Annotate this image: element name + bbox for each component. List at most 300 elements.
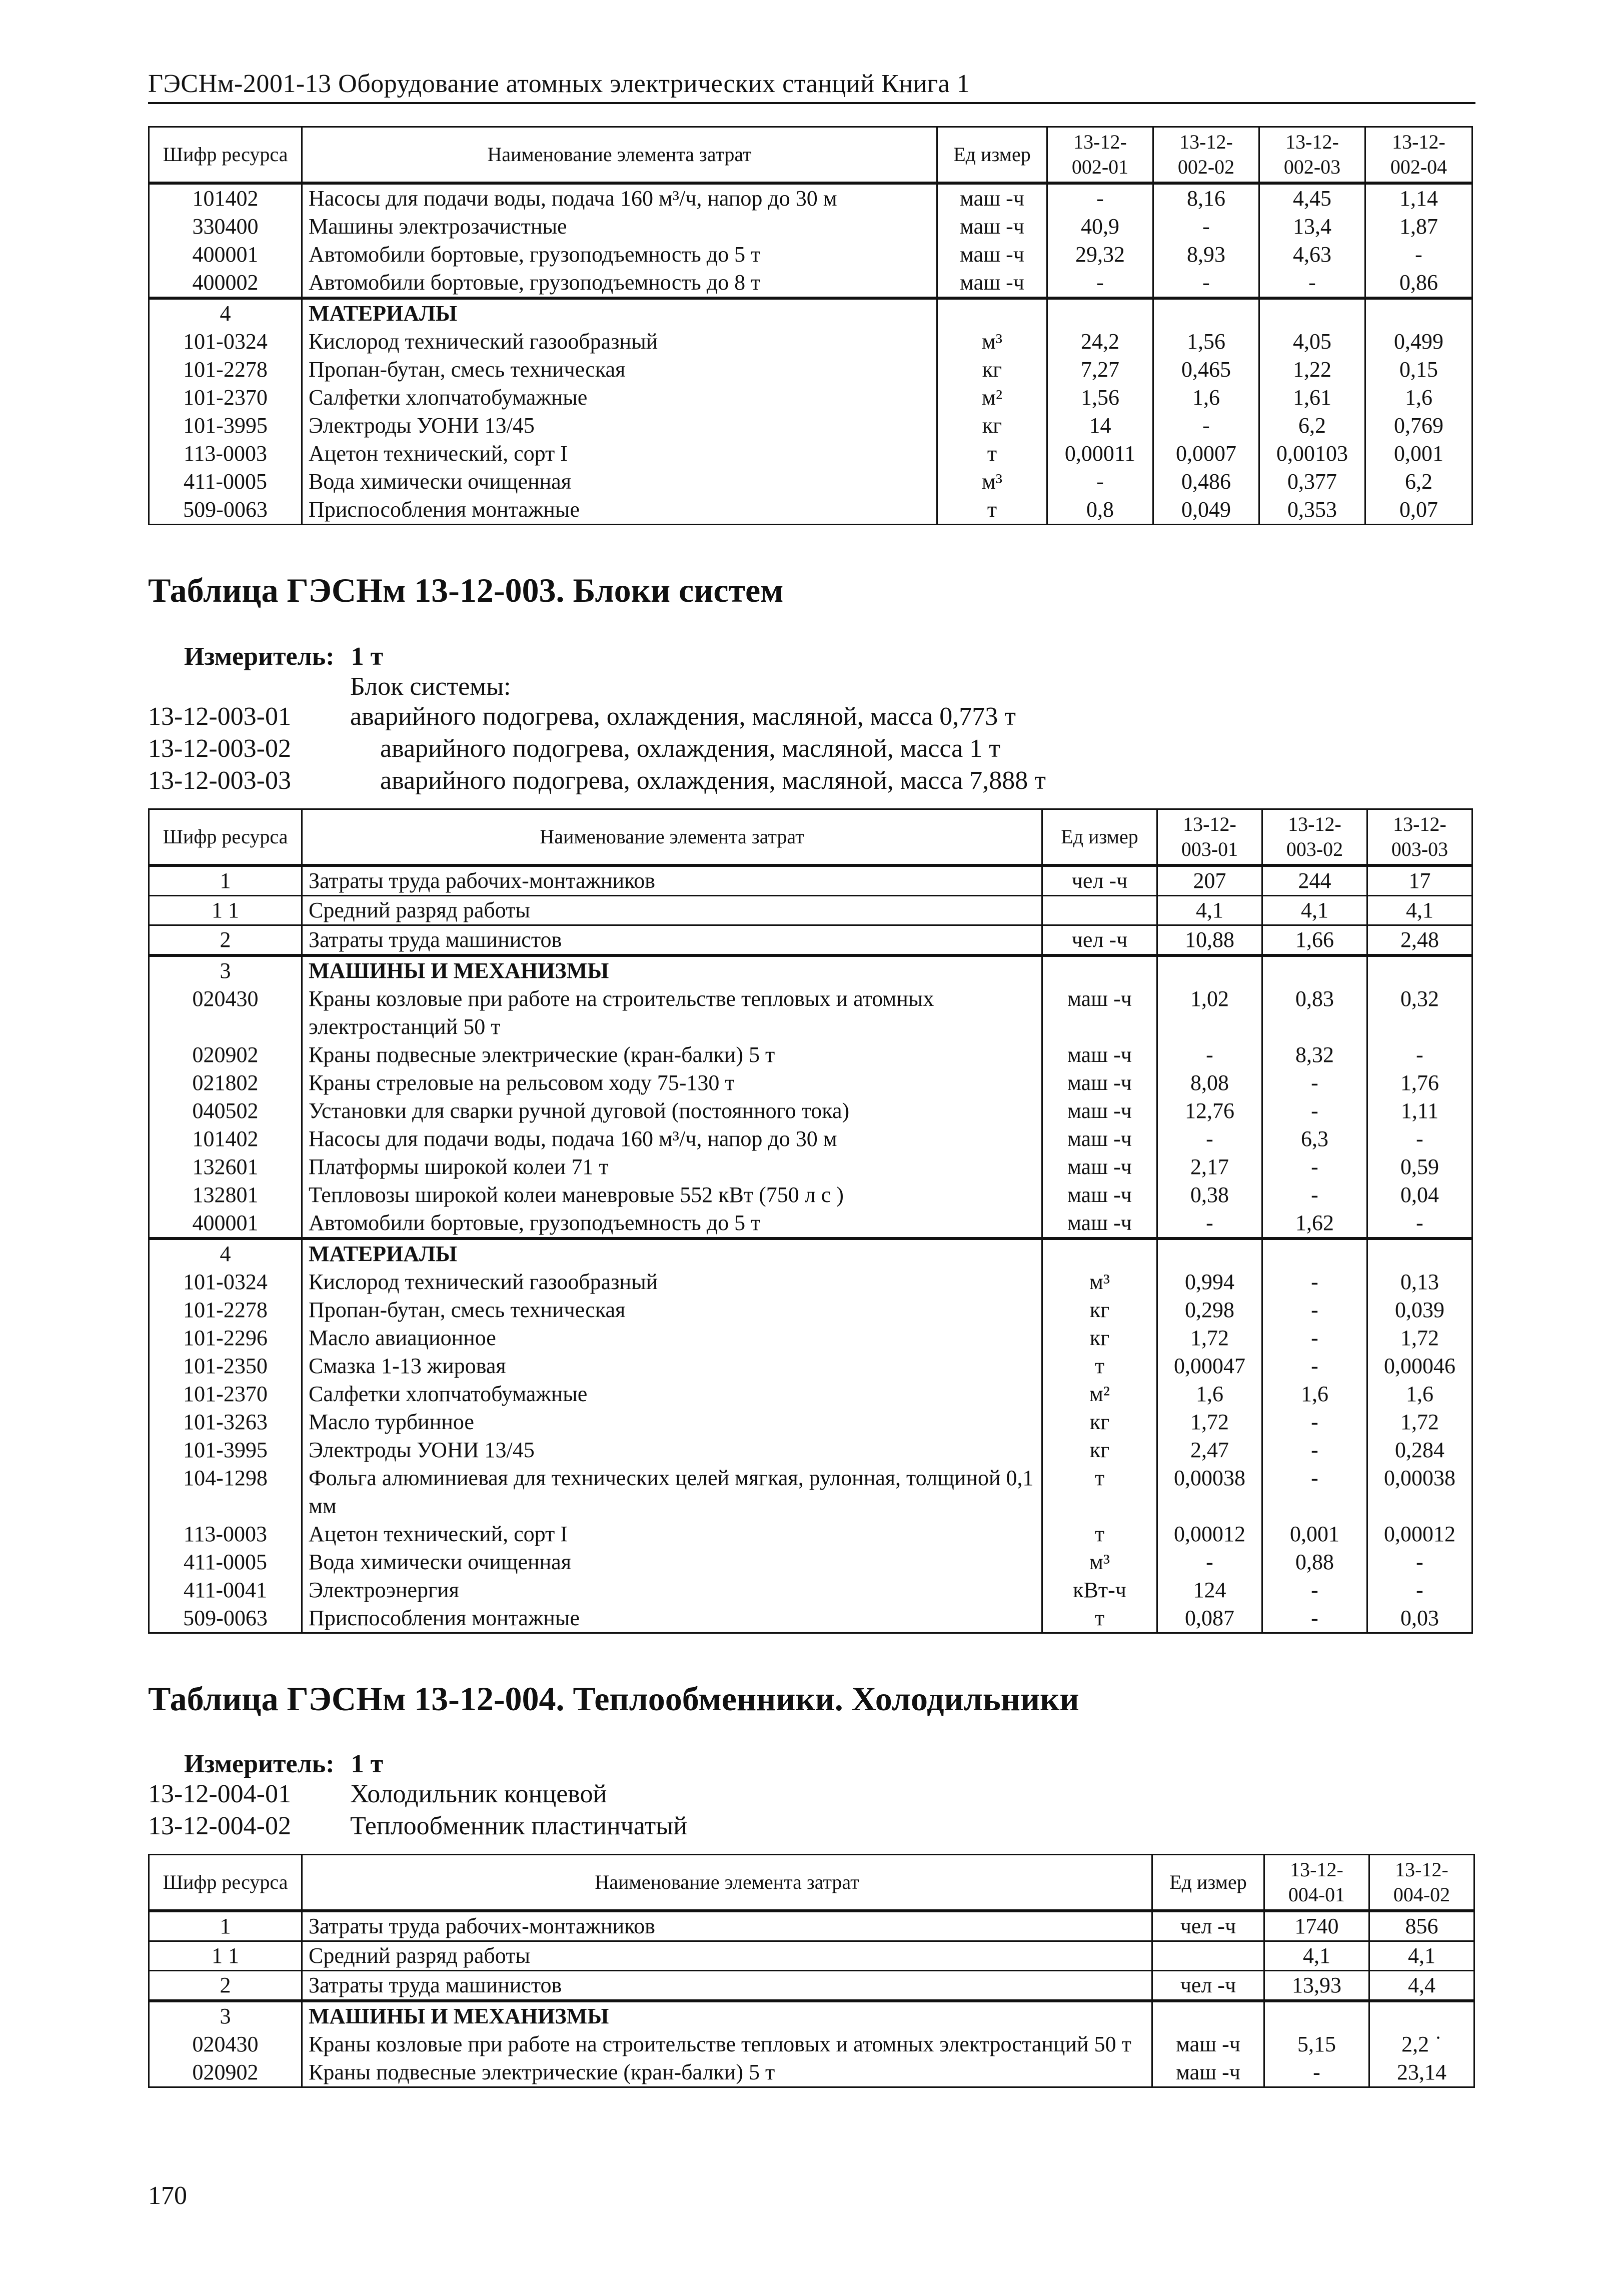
- norm-value: 0,00012: [1157, 1520, 1262, 1548]
- col-header-name: Наименование элемента затрат: [302, 809, 1042, 865]
- resource-code: 020902: [149, 1041, 302, 1069]
- norm-value: 17: [1367, 865, 1472, 896]
- norm-value: 0,049: [1153, 496, 1259, 525]
- table-row: [149, 356, 1472, 384]
- norm-value: 0,00038: [1367, 1464, 1472, 1520]
- norm-value: 0,00047: [1157, 1352, 1262, 1380]
- meter-label: Измеритель:: [184, 642, 335, 671]
- norm-value: 1,56: [1153, 328, 1259, 356]
- resource-name: Краны стреловые на рельсовом ходу 75-130 т: [302, 1069, 1042, 1097]
- unit: [937, 298, 1047, 328]
- config-desc: аварийного подогрева, охлаждения, масляной, масса 1 т: [380, 734, 1000, 763]
- norm-value: 4,4: [1369, 1970, 1474, 2001]
- norm-value: 6,2: [1259, 412, 1365, 440]
- table-row: [149, 1209, 1472, 1239]
- resource-code: 101-2278: [149, 1296, 302, 1324]
- norm-value: 0,13: [1367, 1268, 1472, 1296]
- group-label: Блок системы:: [350, 672, 511, 701]
- col-header-unit: Ед измер: [937, 127, 1047, 183]
- norm-value: 0,994: [1157, 1268, 1262, 1296]
- table-title-13-12-003: Таблица ГЭСНм 13-12-003. Блоки систем: [148, 571, 784, 609]
- norm-value: [1262, 1239, 1367, 1268]
- unit: т: [937, 440, 1047, 468]
- norm-value: -: [1157, 1125, 1262, 1153]
- norm-value: 0,04: [1367, 1181, 1472, 1209]
- unit: м³: [1042, 1548, 1157, 1576]
- norm-value: 12,76: [1157, 1097, 1262, 1125]
- table-row: [149, 1352, 1472, 1380]
- norm-value: 0,88: [1262, 1548, 1367, 1576]
- norm-value: -: [1157, 1548, 1262, 1576]
- page-header: ГЭСНм-2001-13 Оборудование атомных электрических станций Книга 1: [148, 70, 970, 98]
- norm-value: 1,61: [1259, 384, 1365, 412]
- norm-value: -: [1262, 1464, 1367, 1520]
- resource-code: 101402: [149, 1125, 302, 1153]
- meter-value: 1 т: [351, 642, 384, 671]
- norm-value: 0,001: [1365, 440, 1472, 468]
- resource-code: 4: [149, 298, 302, 328]
- table-row: [149, 183, 1472, 213]
- norm-value: -: [1367, 1548, 1472, 1576]
- norm-value: [1157, 955, 1262, 985]
- config-row: [148, 1779, 607, 1810]
- resource-code: 101-3995: [149, 1436, 302, 1464]
- resource-code: 509-0063: [149, 496, 302, 525]
- norm-value: 0,377: [1259, 468, 1365, 496]
- unit: т: [1042, 1604, 1157, 1633]
- norm-value: -: [1262, 1268, 1367, 1296]
- resource-code: 101-2278: [149, 356, 302, 384]
- norm-value: 0,039: [1367, 1296, 1472, 1324]
- norm-value: 1,6: [1153, 384, 1259, 412]
- col-header-value: 13-12- 002-02: [1153, 127, 1259, 183]
- resource-name: Краны подвесные электрические (кран-балки) 5 т: [302, 2058, 1152, 2087]
- unit: маш -ч: [1042, 1097, 1157, 1125]
- norm-value: -: [1047, 269, 1153, 298]
- unit: м³: [937, 328, 1047, 356]
- norm-value: 1,56: [1047, 384, 1153, 412]
- norm-value: 1,22: [1259, 356, 1365, 384]
- norm-value: 1,6: [1262, 1380, 1367, 1408]
- table-row: [149, 1239, 1472, 1268]
- section-heading: МАТЕРИАЛЫ: [302, 1239, 1042, 1268]
- norm-value: 6,2: [1365, 468, 1472, 496]
- norm-value: 0,465: [1153, 356, 1259, 384]
- resource-name: Пропан-бутан, смесь техническая: [302, 356, 937, 384]
- resource-code: 3: [149, 2001, 302, 2030]
- resource-code: 411-0041: [149, 1576, 302, 1604]
- table-row: [149, 1911, 1474, 1941]
- table-row: [149, 985, 1472, 1041]
- resource-name: Насосы для подачи воды, подача 160 м³/ч, напор до 30 м: [302, 1125, 1042, 1153]
- table-row: [149, 1464, 1472, 1520]
- norm-value: 0,83: [1262, 985, 1367, 1041]
- resource-name: Автомобили бортовые, грузоподъемность до 8 т: [302, 269, 937, 298]
- resource-code: 101-2350: [149, 1352, 302, 1380]
- page-number: 170: [148, 2181, 187, 2210]
- norm-value: 0,07: [1365, 496, 1472, 525]
- resource-code: 400001: [149, 241, 302, 269]
- resource-code: 132801: [149, 1181, 302, 1209]
- unit: маш -ч: [1152, 2030, 1264, 2058]
- unit: кг: [1042, 1296, 1157, 1324]
- meter-value: 1 т: [351, 1750, 384, 1778]
- norm-value: [1157, 1239, 1262, 1268]
- unit: маш -ч: [937, 183, 1047, 213]
- resource-name: Кислород технический газообразный: [302, 328, 937, 356]
- resource-code: 101-2296: [149, 1324, 302, 1352]
- table-row: [149, 269, 1472, 298]
- resource-name: Затраты труда рабочих-монтажников: [302, 1911, 1152, 1941]
- unit: чел -ч: [1042, 925, 1157, 955]
- resource-table-13-12-002: [148, 126, 1473, 525]
- norm-value: -: [1262, 1324, 1367, 1352]
- table-row: [149, 1941, 1474, 1970]
- unit: т: [1042, 1352, 1157, 1380]
- resource-code: 101-0324: [149, 1268, 302, 1296]
- norm-value: -: [1262, 1069, 1367, 1097]
- resource-code: 101-3263: [149, 1408, 302, 1436]
- resource-name: Автомобили бортовые, грузоподъемность до 5 т: [302, 1209, 1042, 1239]
- norm-value: -: [1262, 1153, 1367, 1181]
- table-row: [149, 1408, 1472, 1436]
- norm-value: 0,769: [1365, 412, 1472, 440]
- col-header-value: 13-12- 003-01: [1157, 809, 1262, 865]
- table-row: [149, 1548, 1472, 1576]
- norm-value: -: [1047, 468, 1153, 496]
- norm-value: 1,72: [1367, 1324, 1472, 1352]
- resource-name: Краны козловые при работе на строительстве тепловых и атомных электростанций 50 т: [302, 2030, 1152, 2058]
- norm-value: 23,14: [1369, 2058, 1474, 2087]
- config-row: [148, 1811, 687, 1842]
- resource-name: Вода химически очищенная: [302, 468, 937, 496]
- unit: маш -ч: [1152, 2058, 1264, 2087]
- norm-value: 0,001: [1262, 1520, 1367, 1548]
- resource-table-13-12-003: [148, 808, 1473, 1634]
- resource-code: 2: [149, 1970, 302, 2001]
- table-row: [149, 1097, 1472, 1125]
- table-row: [149, 1380, 1472, 1408]
- norm-value: 0,298: [1157, 1296, 1262, 1324]
- norm-value: 0,353: [1259, 496, 1365, 525]
- resource-name: Фольга алюминиевая для технических целей мягкая, рулонная, толщиной 0,1 мм: [302, 1464, 1042, 1520]
- table-row: [149, 1153, 1472, 1181]
- norm-value: 1,62: [1262, 1209, 1367, 1239]
- norm-value: 1740: [1264, 1911, 1369, 1941]
- unit: м²: [1042, 1380, 1157, 1408]
- norm-value: 4,1: [1262, 895, 1367, 925]
- norm-value: 4,1: [1369, 1941, 1474, 1970]
- norm-value: 4,1: [1264, 1941, 1369, 1970]
- unit: кг: [1042, 1408, 1157, 1436]
- resource-name: Приспособления монтажные: [302, 496, 937, 525]
- norm-value: -: [1367, 1125, 1472, 1153]
- norm-value: 0,486: [1153, 468, 1259, 496]
- norm-value: 1,66: [1262, 925, 1367, 955]
- resource-code: 411-0005: [149, 1548, 302, 1576]
- unit: маш -ч: [1042, 1181, 1157, 1209]
- norm-value: -: [1157, 1041, 1262, 1069]
- norm-value: 0,32: [1367, 985, 1472, 1041]
- norm-value: -: [1262, 1181, 1367, 1209]
- unit: кВт-ч: [1042, 1576, 1157, 1604]
- table-row: [149, 1268, 1472, 1296]
- norm-value: 1,6: [1365, 384, 1472, 412]
- norm-value: -: [1367, 1576, 1472, 1604]
- table-row: [149, 1296, 1472, 1324]
- norm-value: -: [1259, 269, 1365, 298]
- table-row: [149, 1324, 1472, 1352]
- section-heading: МАТЕРИАЛЫ: [302, 298, 937, 328]
- section-heading: МАШИНЫ И МЕХАНИЗМЫ: [302, 2001, 1152, 2030]
- col-header-value: 13-12- 003-02: [1262, 809, 1367, 865]
- config-code: 13-12-004-02: [148, 1812, 291, 1840]
- unit: т: [1042, 1520, 1157, 1548]
- resource-name: Краны подвесные электрические (кран-балки) 5 т: [302, 1041, 1042, 1069]
- norm-value: 1,72: [1157, 1324, 1262, 1352]
- unit: маш -ч: [1042, 1209, 1157, 1239]
- unit: т: [1042, 1464, 1157, 1520]
- norm-value: -: [1047, 183, 1153, 213]
- unit: маш -ч: [1042, 1069, 1157, 1097]
- unit: чел -ч: [1152, 1970, 1264, 2001]
- norm-value: 856: [1369, 1911, 1474, 1941]
- config-code: 13-12-003-01: [148, 702, 291, 731]
- resource-code: 411-0005: [149, 468, 302, 496]
- resource-code: 020430: [149, 985, 302, 1041]
- norm-value: 0,8: [1047, 496, 1153, 525]
- unit: маш -ч: [937, 213, 1047, 241]
- table-row: [149, 298, 1472, 328]
- unit: [1042, 955, 1157, 985]
- norm-value: 124: [1157, 1576, 1262, 1604]
- unit: [1042, 895, 1157, 925]
- resource-name: Электроды УОНИ 13/45: [302, 412, 937, 440]
- norm-value: 14: [1047, 412, 1153, 440]
- resource-name: Автомобили бортовые, грузоподъемность до 5 т: [302, 241, 937, 269]
- table-row: [149, 328, 1472, 356]
- meter-13-12-004: [184, 1749, 383, 1780]
- resource-code: 113-0003: [149, 440, 302, 468]
- norm-value: 2,48: [1367, 925, 1472, 955]
- norm-value: -: [1365, 241, 1472, 269]
- unit: кг: [937, 356, 1047, 384]
- col-header-code: Шифр ресурса: [149, 809, 302, 865]
- config-desc: Холодильник концевой: [350, 1780, 607, 1808]
- norm-value: 0,284: [1367, 1436, 1472, 1464]
- resource-code: 101-0324: [149, 328, 302, 356]
- norm-value: 1,6: [1367, 1380, 1472, 1408]
- norm-value: 0,15: [1365, 356, 1472, 384]
- norm-value: 10,88: [1157, 925, 1262, 955]
- col-header-unit: Ед измер: [1042, 809, 1157, 865]
- resource-name: Машины электрозачистные: [302, 213, 937, 241]
- norm-value: 4,1: [1157, 895, 1262, 925]
- norm-value: -: [1262, 1408, 1367, 1436]
- config-code: 13-12-003-03: [148, 766, 291, 795]
- norm-value: 207: [1157, 865, 1262, 896]
- norm-value: [1262, 955, 1367, 985]
- resource-name: Кислород технический газообразный: [302, 1268, 1042, 1296]
- norm-value: 8,32: [1262, 1041, 1367, 1069]
- resource-code: 1 1: [149, 1941, 302, 1970]
- table-row: [149, 2058, 1474, 2087]
- norm-value: -: [1367, 1209, 1472, 1239]
- norm-value: 4,05: [1259, 328, 1365, 356]
- config-row: [148, 701, 1016, 732]
- col-header-unit: Ед измер: [1152, 1855, 1264, 1911]
- table-row: [149, 1125, 1472, 1153]
- norm-value: -: [1262, 1576, 1367, 1604]
- resource-code: 020902: [149, 2058, 302, 2087]
- unit: маш -ч: [937, 241, 1047, 269]
- resource-code: 400001: [149, 1209, 302, 1239]
- meter-13-12-003: [184, 641, 383, 672]
- unit: маш -ч: [937, 269, 1047, 298]
- norm-value: 2,47: [1157, 1436, 1262, 1464]
- table-row: [149, 955, 1472, 985]
- norm-value: -: [1264, 2058, 1369, 2087]
- section-heading: МАШИНЫ И МЕХАНИЗМЫ: [302, 955, 1042, 985]
- norm-value: 13,93: [1264, 1970, 1369, 2001]
- table-row: [149, 1970, 1474, 2001]
- table-row: [149, 2001, 1474, 2030]
- table-row: [149, 1520, 1472, 1548]
- resource-code: 101402: [149, 183, 302, 213]
- config-row: [148, 765, 1046, 796]
- unit: маш -ч: [1042, 1125, 1157, 1153]
- col-header-code: Шифр ресурса: [149, 127, 302, 183]
- resource-name: Салфетки хлопчатобумажные: [302, 384, 937, 412]
- norm-value: 4,45: [1259, 183, 1365, 213]
- col-header-value: 13-12- 002-04: [1365, 127, 1472, 183]
- norm-value: -: [1153, 213, 1259, 241]
- resource-code: 104-1298: [149, 1464, 302, 1520]
- norm-value: 0,00103: [1259, 440, 1365, 468]
- resource-name: Средний разряд работы: [302, 1941, 1152, 1970]
- resource-code: 2: [149, 925, 302, 955]
- unit: кг: [937, 412, 1047, 440]
- meter-label: Измеритель:: [184, 1750, 335, 1778]
- resource-name: Средний разряд работы: [302, 895, 1042, 925]
- resource-code: 132601: [149, 1153, 302, 1181]
- norm-value: 2,2 ˙: [1369, 2030, 1474, 2058]
- table-row: [149, 925, 1472, 955]
- col-header-value: 13-12- 002-03: [1259, 127, 1365, 183]
- norm-value: -: [1157, 1209, 1262, 1239]
- resource-name: Вода химически очищенная: [302, 1548, 1042, 1576]
- table-row: [149, 1576, 1472, 1604]
- table-row: [149, 440, 1472, 468]
- norm-value: 1,11: [1367, 1097, 1472, 1125]
- norm-value: 24,2: [1047, 328, 1153, 356]
- resource-code: 509-0063: [149, 1604, 302, 1633]
- norm-value: 1,87: [1365, 213, 1472, 241]
- table-row: [149, 1181, 1472, 1209]
- resource-name: Ацетон технический, сорт I: [302, 1520, 1042, 1548]
- norm-value: -: [1262, 1296, 1367, 1324]
- resource-name: Приспособления монтажные: [302, 1604, 1042, 1633]
- resource-code: 1: [149, 1911, 302, 1941]
- norm-value: [1264, 2001, 1369, 2030]
- unit: кг: [1042, 1324, 1157, 1352]
- norm-value: 0,00012: [1367, 1520, 1472, 1548]
- table-row: [149, 412, 1472, 440]
- resource-code: 040502: [149, 1097, 302, 1125]
- unit: [1152, 1941, 1264, 1970]
- col-header-name: Наименование элемента затрат: [302, 127, 937, 183]
- config-code: 13-12-003-02: [148, 734, 291, 763]
- resource-name: Краны козловые при работе на строительстве тепловых и атомных электростанций 50 т: [302, 985, 1042, 1041]
- config-desc: аварийного подогрева, охлаждения, масляной, масса 7,888 т: [380, 766, 1046, 795]
- norm-value: 1,76: [1367, 1069, 1472, 1097]
- table-row: [149, 1069, 1472, 1097]
- norm-value: 0,00038: [1157, 1464, 1262, 1520]
- resource-code: 101-3995: [149, 412, 302, 440]
- resource-name: Пропан-бутан, смесь техническая: [302, 1296, 1042, 1324]
- norm-value: 1,72: [1367, 1408, 1472, 1436]
- norm-value: [1365, 298, 1472, 328]
- norm-value: 0,499: [1365, 328, 1472, 356]
- resource-code: 3: [149, 955, 302, 985]
- resource-code: 1 1: [149, 895, 302, 925]
- norm-value: 0,38: [1157, 1181, 1262, 1209]
- norm-value: 4,1: [1367, 895, 1472, 925]
- norm-value: [1153, 298, 1259, 328]
- resource-code: 4: [149, 1239, 302, 1268]
- norm-value: 0,86: [1365, 269, 1472, 298]
- col-header-value: 13-12- 004-02: [1369, 1855, 1474, 1911]
- unit: [1042, 1239, 1157, 1268]
- norm-value: 4,63: [1259, 241, 1365, 269]
- unit: чел -ч: [1042, 865, 1157, 896]
- col-header-value: 13-12- 003-03: [1367, 809, 1472, 865]
- table-row: [149, 384, 1472, 412]
- table-row: [149, 213, 1472, 241]
- norm-value: -: [1367, 1041, 1472, 1069]
- unit: м³: [937, 468, 1047, 496]
- resource-name: Масло турбинное: [302, 1408, 1042, 1436]
- config-desc: Теплообменник пластинчатый: [350, 1812, 688, 1840]
- norm-value: 1,72: [1157, 1408, 1262, 1436]
- unit: кг: [1042, 1436, 1157, 1464]
- resource-name: Установки для сварки ручной дуговой (постоянного тока): [302, 1097, 1042, 1125]
- resource-code: 101-2370: [149, 384, 302, 412]
- norm-value: -: [1262, 1352, 1367, 1380]
- norm-value: 0,00011: [1047, 440, 1153, 468]
- norm-value: [1367, 1239, 1472, 1268]
- norm-value: 1,14: [1365, 183, 1472, 213]
- table-row: [149, 2030, 1474, 2058]
- table-row: [149, 496, 1472, 525]
- norm-value: 8,08: [1157, 1069, 1262, 1097]
- unit: м³: [1042, 1268, 1157, 1296]
- col-header-code: Шифр ресурса: [149, 1855, 302, 1911]
- unit: чел -ч: [1152, 1911, 1264, 1941]
- unit: м²: [937, 384, 1047, 412]
- col-header-name: Наименование элемента затрат: [302, 1855, 1152, 1911]
- col-header-value: 13-12- 004-01: [1264, 1855, 1369, 1911]
- resource-code: 113-0003: [149, 1520, 302, 1548]
- resource-name: Тепловозы широкой колеи маневровые 552 кВт (750 л с ): [302, 1181, 1042, 1209]
- norm-value: 0,03: [1367, 1604, 1472, 1633]
- norm-value: [1259, 298, 1365, 328]
- resource-code: 021802: [149, 1069, 302, 1097]
- norm-value: -: [1153, 412, 1259, 440]
- table-row: [149, 1436, 1472, 1464]
- norm-value: 13,4: [1259, 213, 1365, 241]
- table-row: [149, 468, 1472, 496]
